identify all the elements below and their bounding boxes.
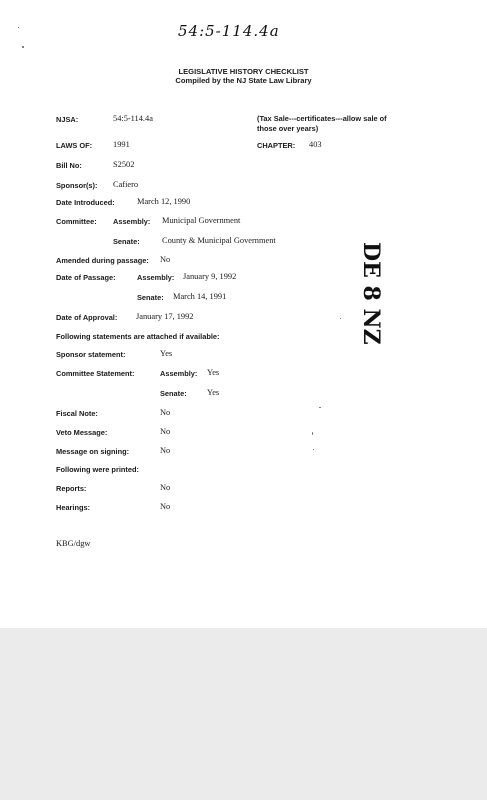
scan-speck [18,27,19,28]
committee-statement-senate-label: Senate: [160,389,187,398]
committee-statement-assembly-value: Yes [207,368,220,377]
stamp-text: DE 8 NZ [358,242,384,345]
laws-of-label: LAWS OF: [56,141,93,150]
laws-of-value: 1991 [113,140,130,149]
checklist-subtitle: Compiled by the NJ State Law Library [175,76,312,85]
checklist-title: LEGISLATIVE HISTORY CHECKLIST [178,67,309,76]
committee-label: Committee: [56,217,97,226]
date-introduced-value: March 12, 1990 [137,197,191,206]
njsa-value: 54:5-114.4a [113,114,153,123]
scan-speck [340,318,341,319]
scan-speck [22,46,24,48]
statute-description: (Tax Sale---certificates---allow sale of those over years) [257,114,387,133]
chapter-label: CHAPTER: [257,141,296,150]
passage-label: Date of Passage: [56,273,116,282]
passage-assembly-label: Assembly: [137,273,175,282]
committee-statement-senate-value: Yes [207,388,220,397]
scan-speck [312,432,313,435]
sponsor-statement-label: Sponsor statement: [56,350,126,359]
scan-speck [319,407,321,408]
veto-message-value: No [160,427,171,436]
received-stamp [336,236,406,345]
hearings-value: No [160,502,171,511]
approval-value: January 17, 1992 [136,312,194,321]
passage-senate-value: March 14, 1991 [173,292,227,301]
attachments-heading: Following statements are attached if available: [56,332,220,341]
reports-value: No [160,483,171,492]
typist-initials: KBG/dgw [56,539,91,548]
fiscal-note-label: Fiscal Note: [56,409,98,418]
sponsor-value: Cafiero [113,180,139,189]
committee-statement-label: Committee Statement: [56,369,135,378]
sponsor-label: Sponsor(s): [56,181,98,190]
committee-assembly-value: Municipal Government [162,216,241,225]
passage-assembly-value: January 9, 1992 [183,272,237,281]
committee-senate-label: Senate: [113,237,140,246]
bill-value: S2502 [113,160,135,169]
committee-assembly-label: Assembly: [113,217,151,226]
handwritten-statute-number: 54:5-114.4a [178,22,280,40]
fiscal-note-value: No [160,408,171,417]
reports-label: Reports: [56,484,87,493]
passage-senate-label: Senate: [137,293,164,302]
amended-label: Amended during passage: [56,256,149,265]
sponsor-statement-value: Yes [160,349,173,358]
committee-statement-assembly-label: Assembly: [160,369,198,378]
amended-value: No [160,255,171,264]
approval-label: Date of Approval: [56,313,118,322]
printed-heading: Following were printed: [56,465,139,474]
njsa-label: NJSA: [56,115,79,124]
bill-label: Bill No: [56,161,82,170]
hearings-label: Hearings: [56,503,91,512]
chapter-value: 403 [309,140,322,149]
veto-message-label: Veto Message: [56,428,108,437]
committee-senate-value: County & Municipal Government [162,236,276,245]
scan-speck [313,449,314,450]
signing-message-label: Message on signing: [56,447,130,456]
date-introduced-label: Date Introduced: [56,198,115,207]
signing-message-value: No [160,446,171,455]
